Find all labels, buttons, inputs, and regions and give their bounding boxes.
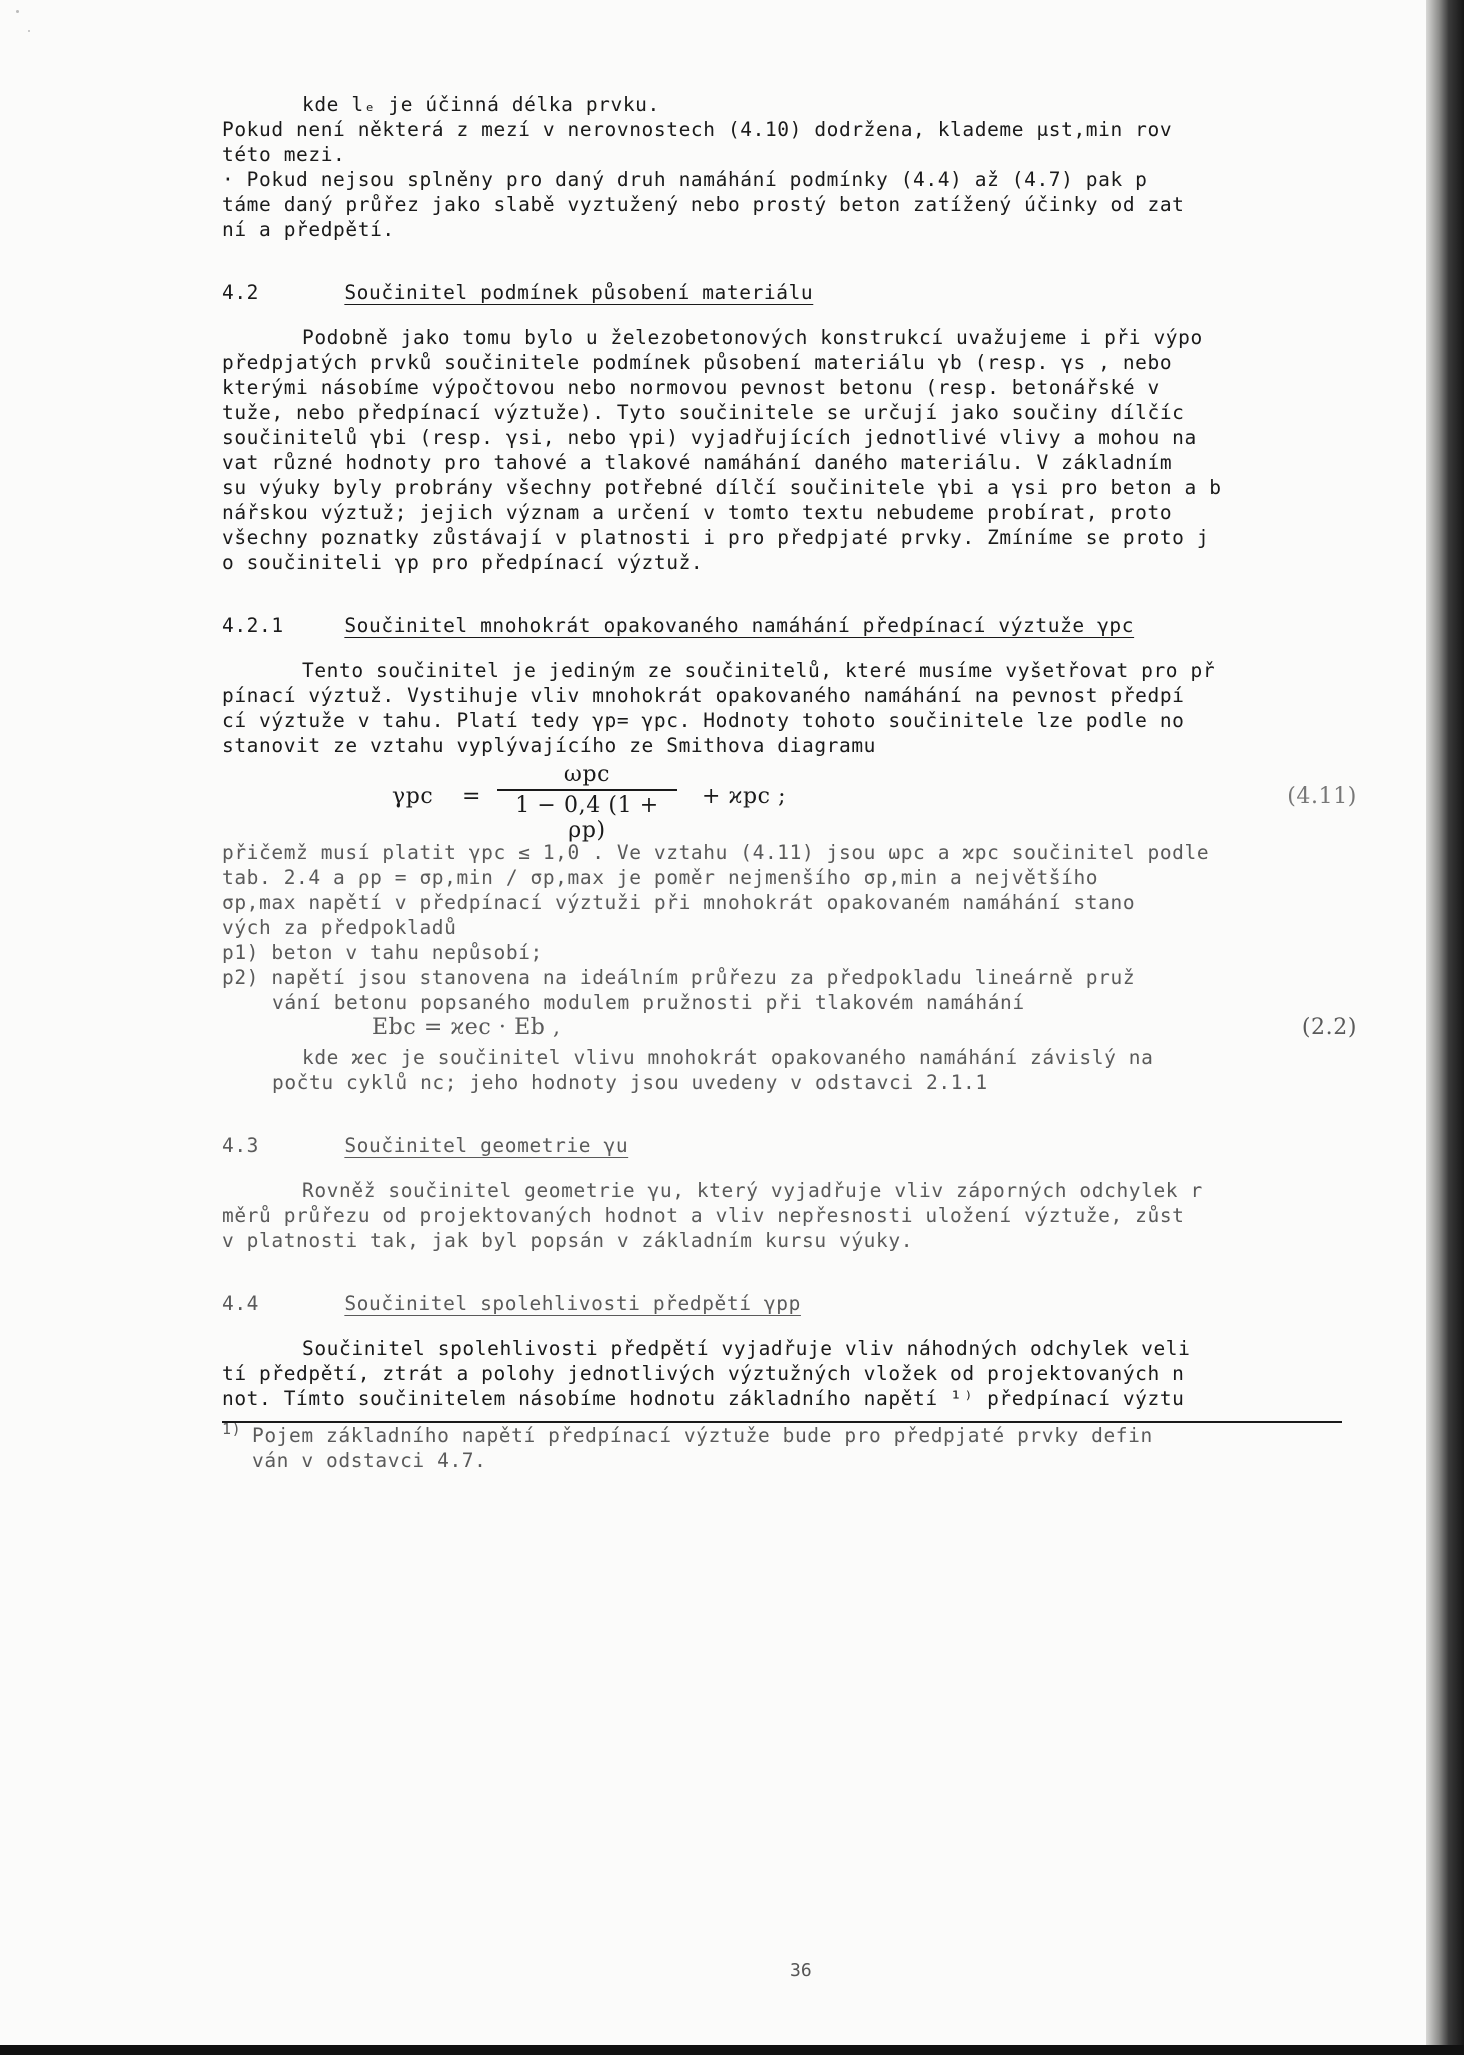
intro-paragraph (222, 92, 1357, 242)
text-line: Rovněž součinitel geometrie γu, který vyjadřuje vliv záporných odchylek r (302, 1179, 1203, 1202)
text-line: v platnosti tak, jak byl popsán v základním kursu výuky. (222, 1229, 914, 1252)
text-line: ní a předpětí. (222, 218, 395, 241)
text-line: σp,max napětí v předpínací výztuži při mnohokrát opakovaném namáhání stano (222, 891, 1136, 914)
text-line: měrů průřezu od projektovaných hodnot a vliv nepřesnosti uložení výztuže, zůst (222, 1204, 1185, 1227)
text-line: počtu cyklů nc; jeho hodnoty jsou uvedeny v odstavci 2.1.1 (272, 1071, 988, 1094)
text-line: táme daný průřez jako slabě vyztužený nebo prostý beton zatížený účinky od zat (222, 193, 1185, 216)
section-heading-4-4 (222, 1291, 1357, 1316)
section-4-2-1-paragraph (222, 658, 1357, 758)
text-line: tí předpětí, ztrát a polohy jednotlivých výztužných vložek od projektovaných n (222, 1362, 1185, 1385)
footnote (222, 1423, 1357, 1473)
text-line: všechny poznatky zůstávají v platnosti i pro předpjaté prvky. Zmíníme se proto j (222, 526, 1210, 549)
text-line: kterými násobíme výpočtovou nebo normovou pevnost betonu (resp. betonářské v (222, 376, 1160, 399)
section-4-3-paragraph (222, 1178, 1357, 1253)
section-number: 4.3 (222, 1134, 260, 1157)
section-title: Součinitel geometrie γu (344, 1134, 629, 1157)
text-line: Pokud není některá z mezí v nerovnostech (4.10) dodržena, klademe μst,min rov (222, 118, 1173, 141)
equation-number: (2.2) (1301, 1015, 1357, 1040)
scan-speck (28, 30, 30, 32)
equation-text: Ebc = ϰec · Eb , (372, 1015, 561, 1040)
equation-rhs: + ϰpc ; (702, 784, 787, 809)
list-item-continuation: vání betonu popsaného modulem pružnosti při tlakovém namáhání (272, 991, 1025, 1014)
section-heading-4-2 (222, 280, 1357, 305)
fraction-denominator: 1 − 0,4 (1 + ρp) (515, 793, 659, 843)
text-line: této mezi. (222, 143, 346, 166)
equation-lhs: γpc (392, 784, 434, 809)
text-line: vých za předpokladů (222, 916, 457, 939)
list-item: p1) beton v tahu nepůsobí; (222, 941, 543, 964)
text-line: Tento součinitel je jediným ze součinitelů, které musíme vyšetřovat pro př (302, 659, 1216, 682)
assumptions-list (222, 940, 1357, 1095)
footnote-line: ván v odstavci 4.7. (252, 1449, 487, 1472)
section-number: 4.4 (222, 1292, 260, 1315)
text-line: přičemž musí platit γpc ≤ 1,0 . Ve vztahu (4.11) jsou ωpc a ϰpc součinitel podle (222, 841, 1210, 864)
equation-4-11 (222, 762, 1357, 843)
scan-edge (0, 2045, 1464, 2055)
fraction-numerator: ωpc (497, 762, 677, 791)
equation-ebc (222, 1015, 1357, 1045)
text-line: tab. 2.4 a ρp = σp,min / σp,max je poměr nejmenšího σp,min a největšího (222, 866, 1099, 889)
equation-fraction (497, 762, 677, 843)
scan-speck (16, 10, 19, 13)
equation-number: (4.11) (1287, 784, 1357, 809)
text-line: předpjatých prvků součinitele podmínek působení materiálu γb (resp. γs , nebo (222, 351, 1173, 374)
text-line: kde ϰec je součinitel vlivu mnohokrát opakovaného namáhání závislý na (302, 1046, 1154, 1069)
page-number: 36 (790, 1960, 812, 1981)
text-line: součinitelů γbi (resp. γsi, nebo γpi) vyjadřujících jednotlivé vlivy a mohou na (222, 426, 1197, 449)
equation-equals: = (462, 784, 482, 809)
page-content (222, 92, 1357, 1473)
text-line: nářskou výztuž; jejich význam a určení v tomto textu nebudeme probírat, proto (222, 501, 1173, 524)
section-title: Součinitel spolehlivosti předpětí γpp (344, 1292, 801, 1315)
text-line: Součinitel spolehlivosti předpětí vyjadřuje vliv náhodných odchylek veli (302, 1337, 1191, 1360)
section-4-2-paragraph (222, 325, 1357, 575)
footnote-text: Pojem základního napětí předpínací výztuže bude pro předpjaté prvky defin (252, 1424, 1153, 1447)
text-line: su výuky byly probrány všechny potřebné dílčí součinitele γbi a γsi pro beton a b (222, 476, 1222, 499)
text-line: Podobně jako tomu bylo u železobetonových konstrukcí uvažujeme i při výpo (302, 326, 1203, 349)
section-4-4-paragraph (222, 1336, 1357, 1411)
text-line: o součiniteli γp pro předpínací výztuž. (222, 551, 704, 574)
footnote-line (222, 1423, 1357, 1448)
text-line: · Pokud nejsou splněny pro daný druh namáhání podmínky (4.4) až (4.7) pak p (222, 168, 1148, 191)
section-number: 4.2 (222, 281, 260, 304)
footnote-marker: 1) (222, 1423, 242, 1438)
text-line: kde lₑ je účinná délka prvku. (302, 93, 660, 116)
book-binding-shadow (1426, 0, 1464, 2055)
text-line: vat různé hodnoty pro tahové a tlakové namáhání daného materiálu. V základním (222, 451, 1173, 474)
section-title: Součinitel podmínek působení materiálu (344, 281, 814, 304)
text-line: cí výztuže v tahu. Platí tedy γp= γpc. Hodnoty tohoto součinitele lze podle no (222, 709, 1185, 732)
section-number: 4.2.1 (222, 614, 284, 637)
section-title: Součinitel mnohokrát opakovaného namáhání předpínací výztuže γpc (344, 614, 1135, 637)
section-4-2-1-continuation (222, 840, 1357, 940)
section-heading-4-3 (222, 1133, 1357, 1158)
text-line: pínací výztuž. Vystihuje vliv mnohokrát opakovaného namáhání na pevnost předpí (222, 684, 1185, 707)
text-line: stanovit ze vztahu vyplývajícího ze Smithova diagramu (222, 734, 877, 757)
section-heading-4-2-1 (222, 613, 1357, 638)
text-line: not. Tímto součinitelem násobíme hodnotu základního napětí ¹⁾ předpínací výztu (222, 1387, 1185, 1410)
list-item: p2) napětí jsou stanovena na ideálním průřezu za předpokladu lineárně pruž (222, 966, 1136, 989)
text-line: tuže, nebo předpínací výztuže). Tyto součinitele se určují jako součiny dílčíc (222, 401, 1185, 424)
